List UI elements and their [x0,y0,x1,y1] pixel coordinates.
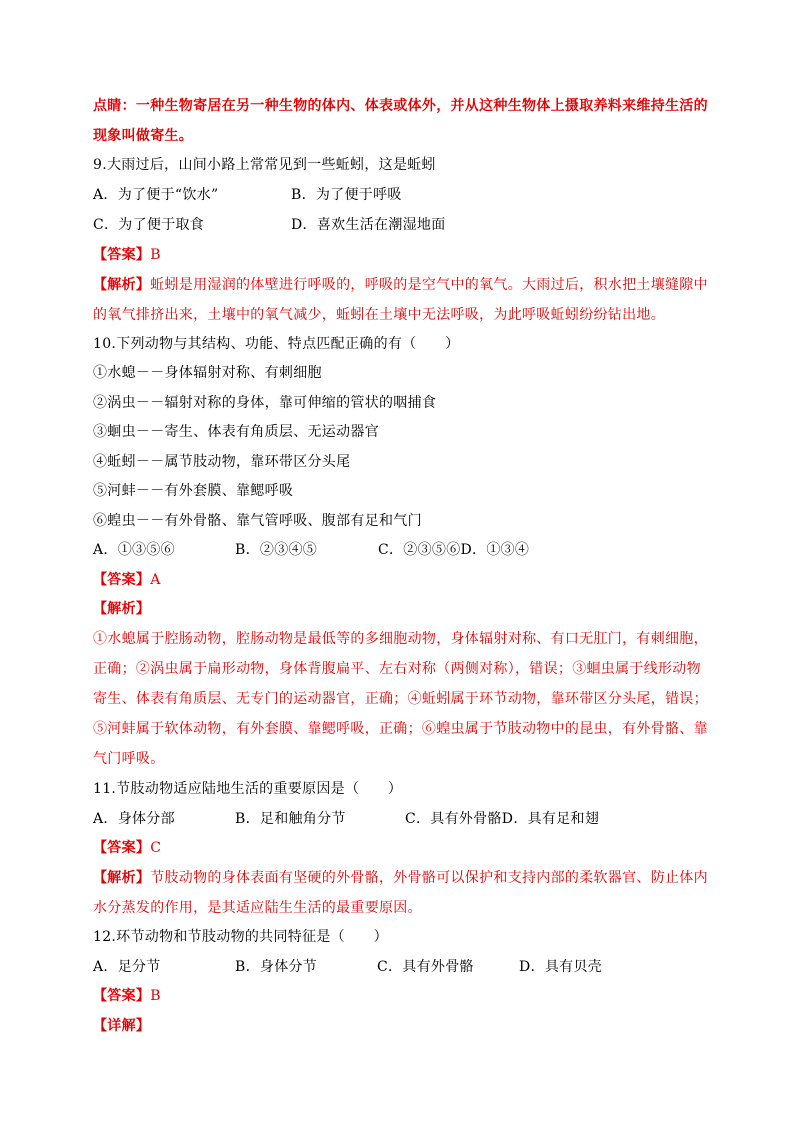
q9-answer-label: 【答案】 [93,247,151,263]
q12-option-b: B．身体分节 [235,959,318,975]
q12-answer-label: 【答案】 [93,988,151,1004]
hint-line-2: 现象叫做寄生。 [93,128,194,144]
q10-item-3: ③蛔虫－－寄生、体表有角质层、无运动器官 [93,424,379,440]
q9-analysis-text-1: 蚯蚓是用湿润的体壁进行呼吸的，呼吸的是空气中的氧气。大雨过后，积水把土壤缝隙中 [150,277,708,293]
q11-answer [93,838,161,858]
q9-options-ab [93,185,402,205]
q11-options [93,809,599,829]
q10-item-1: ①水螅－－身体辐射对称、有刺细胞 [93,365,322,381]
q11-answer-value: C [150,840,162,856]
q11-option-b: B．足和触角分节 [235,811,346,827]
q11-question: 11.节肢动物适应陆地生活的重要原因是（ ） [93,781,403,797]
hint-line-1: 点睛：一种生物寄居在另一种生物的体内、体表或体外，并从这种生物体上摄取养料来维持生活的 [93,98,708,114]
q10-analysis-line-3: 寄生、体表有角质层、无专门的运动器官，正确；④蚯蚓属于环节动物，靠环带区分头尾，错误； [93,691,708,707]
q9-option-b: B．为了便于呼吸 [291,187,402,203]
q12-option-a: A．足分节 [93,959,161,975]
q10-analysis-line-4: ⑤河蚌属于软体动物，有外套膜、靠鳃呼吸，正确；⑥蝗虫属于节肢动物中的昆虫，有外骨骼、靠 [93,721,708,737]
q10-option-a: A．①③⑤⑥ [93,542,175,558]
q10-answer [93,570,161,590]
q9-analysis-label: 【解析】 [93,277,151,293]
q10-analysis-label: 【解析】 [93,601,151,617]
q9-option-d: D．喜欢生活在潮湿地面 [291,217,446,233]
q10-item-2: ②涡虫－－辐射对称的身体，靠可伸缩的管状的咽捕食 [93,395,437,411]
q10-options [93,540,529,560]
q11-option-cd: C．具有外骨骼D．具有足和翅 [405,811,600,827]
q10-analysis-line-2: 正确；②涡虫属于扁形动物，身体背腹扁平、左右对称（两侧对称），错误；③蛔虫属于线形动物 [93,661,701,677]
q9-analysis-line-2: 的氧气排挤出来，土壤中的氧气减少，蚯蚓在土壤中无法呼吸，为此呼吸蚯蚓纷纷钻出地。 [93,307,665,323]
q11-analysis-line-1 [93,868,708,888]
q9-question: 9.大雨过后，山间小路上常常见到一些蚯蚓，这是蚯蚓 [93,157,436,173]
q9-answer [93,245,161,265]
q10-item-6: ⑥蝗虫－－有外骨骼、靠气管呼吸、腹部有足和气门 [93,513,422,529]
q11-analysis-text-1: 节肢动物的身体表面有坚硬的外骨骼，外骨骼可以保护和支持内部的柔软器官、防止体内 [150,870,708,886]
q9-answer-value: B [150,247,161,263]
q12-question: 12.环节动物和节肢动物的共同特征是（ ） [93,929,388,945]
q9-option-a: A．为了便于“饮水” [93,187,219,203]
q9-analysis-line-1 [93,275,708,295]
q10-answer-label: 【答案】 [93,572,151,588]
q11-analysis-label: 【解析】 [93,870,151,886]
q9-option-c: C．为了便于取食 [93,217,205,233]
q11-analysis-line-2: 水分蒸发的作用，是其适应陆生生活的最重要原因。 [93,900,422,916]
q11-answer-label: 【答案】 [93,840,151,856]
q12-detail-label: 【详解】 [93,1018,151,1034]
q9-options-cd [93,215,446,235]
q11-option-a: A．身体分部 [93,811,175,827]
q12-option-c: C．具有外骨骼 [377,959,474,975]
q12-options [93,957,602,977]
q10-analysis-line-1: ①水螅属于腔肠动物，腔肠动物是最低等的多细胞动物，身体辐射对称、有口无肛门，有刺细胞， [93,631,708,647]
q10-question: 10.下列动物与其结构、功能、特点匹配正确的有（ ） [93,336,460,352]
q12-option-d: D．具有贝壳 [519,959,603,975]
q12-answer [93,986,161,1006]
q10-answer-value: A [150,572,161,588]
q10-item-4: ④蚯蚓－－属节肢动物，靠环带区分头尾 [93,454,351,470]
q10-option-cd: C．②③⑤⑥D．①③④ [378,542,530,558]
q10-item-5: ⑤河蚌－－有外套膜、靠鳃呼吸 [93,483,294,499]
q10-option-b: B．②③④⑤ [235,542,318,558]
q10-analysis-line-5: 气门呼吸。 [93,751,165,767]
q12-answer-value: B [150,988,161,1004]
